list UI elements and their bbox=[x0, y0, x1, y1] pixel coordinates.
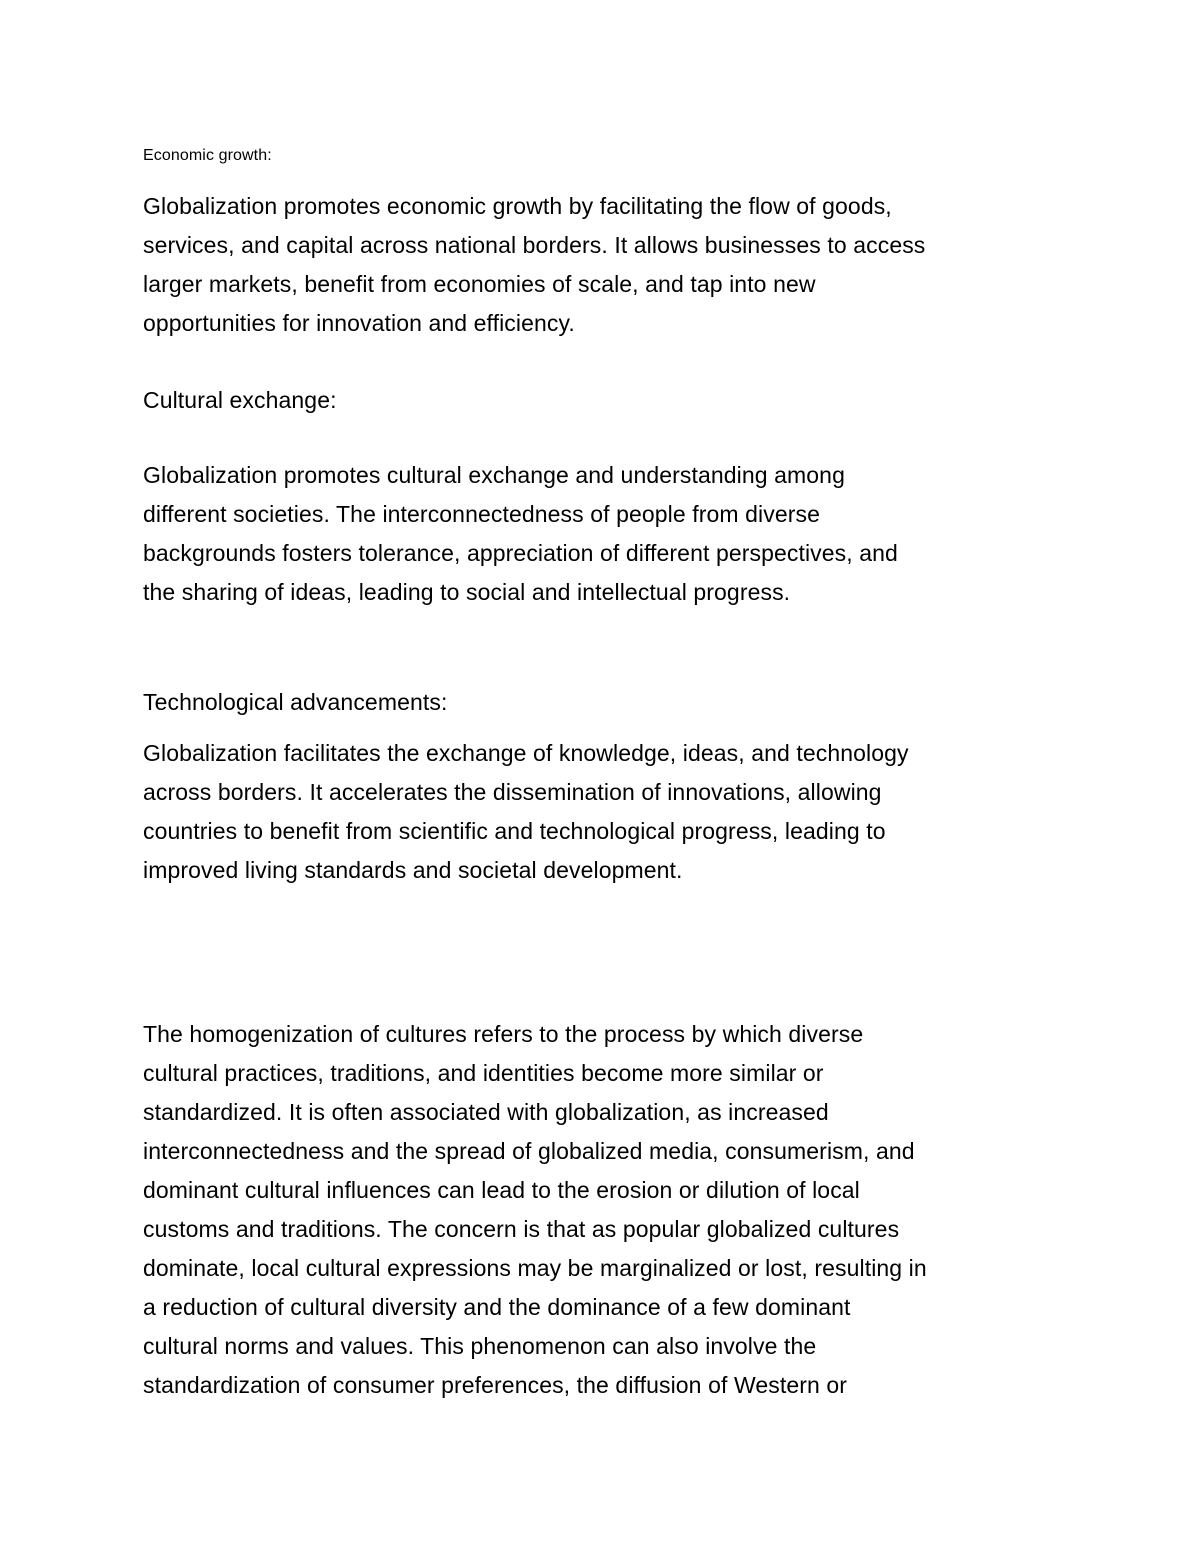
section-paragraph-technological-advancements: Globalization facilitates the exchange of knowledge, ideas, and technology across borders. It accelerates the dissemination of innovations, allowing countries to benefit from scientific and technological progress, leading to improved living standards and societal development. bbox=[143, 740, 909, 883]
section-paragraph-economic-growth: Globalization promotes economic growth by facilitating the flow of goods, services, and capital across national borders. It allows businesses to access larger markets, benefit from economies of scale, and tap into new opportunities for innovation and efficiency. bbox=[143, 193, 926, 336]
section-paragraph-cultural-exchange: Globalization promotes cultural exchange and understanding among different societies. The interconnectedness of people from diverse backgrounds fosters tolerance, appreciation of different perspectives, and the sharing of ideas, leading to social and intellectual progress. bbox=[143, 462, 898, 605]
section-heading-cultural-exchange: Cultural exchange: bbox=[143, 387, 337, 413]
section-heading-technological-advancements: Technological advancements: bbox=[143, 689, 448, 715]
section-heading-economic-growth: Economic growth: bbox=[143, 147, 272, 164]
closing-paragraph-homogenization: The homogenization of cultures refers to the process by which diverse cultural practices, traditions, and identities become more similar or standardized. It is often associated with globalization, as increased interconnectedness and the spread of globalized media, consumerism, and dominant cultural influences can lead to the erosion or dilution of local customs and traditions. The concern is that as popular globalized cultures dominate, local cultural expressions may be marginalized or lost, resulting in a reduction of cultural diversity and the dominance of a few dominant cultural norms and values. This phenomenon can also involve the standardization of consumer preferences, the diffusion of Western or bbox=[143, 1021, 927, 1398]
